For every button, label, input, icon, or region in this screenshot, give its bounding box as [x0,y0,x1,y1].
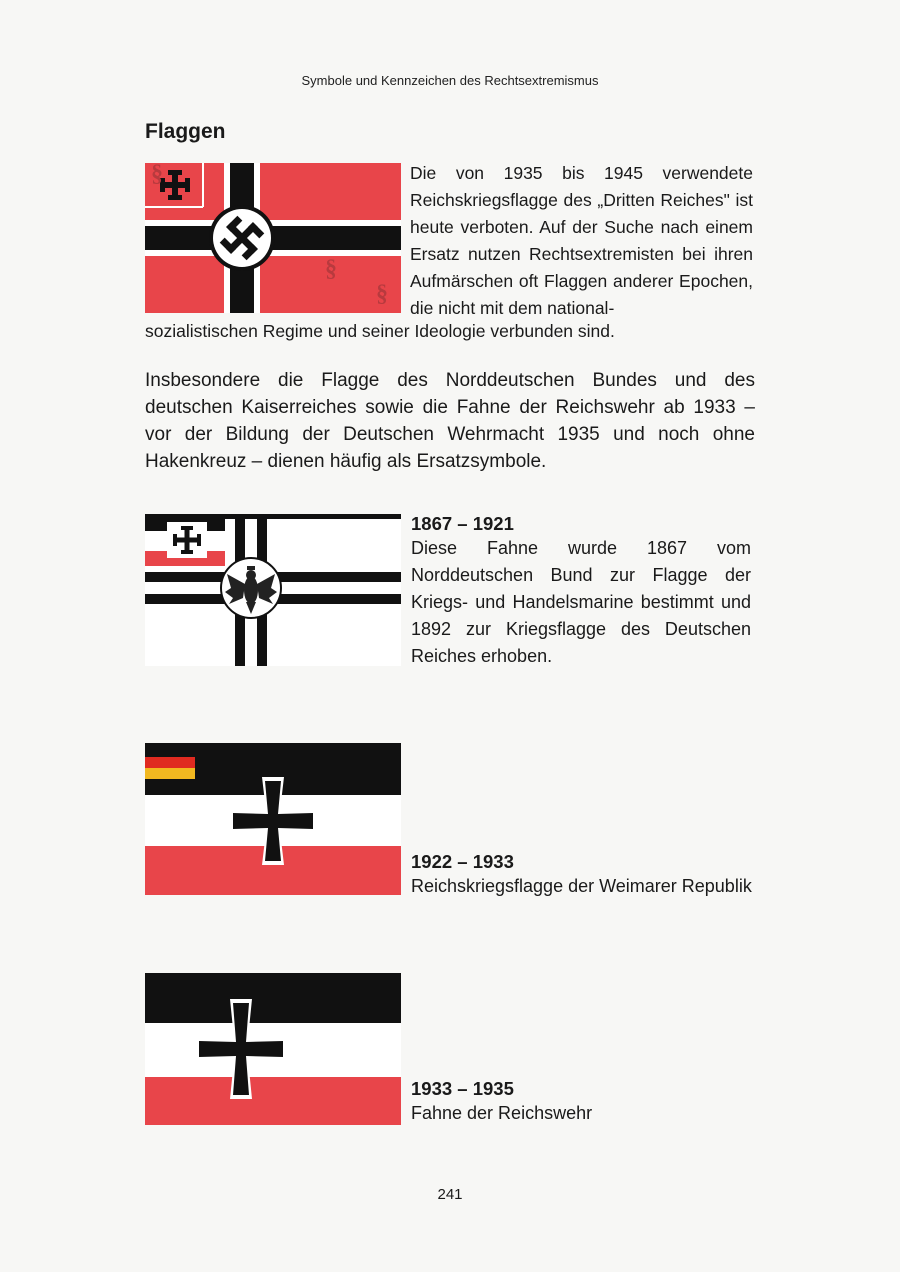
caption-years: 1933 – 1935 [411,1078,514,1099]
paragraph-mark: § [151,161,163,187]
reichskriegsflagge-weimar-image [145,743,401,895]
intro-text-continued: sozialistischen Regime und seiner Ideologie verbunden sind. [145,321,615,341]
intro-text: Die von 1935 bis 1945 verwendete Reichskriegsflagge des „Dritten Reiches" ist heute verboten. Auf der Suche nach einem Ersatz nutzen Rechtsextremisten bei ihren Aufmärschen oft Flaggen anderer Epochen, die nicht mit dem national- [410,163,753,318]
fahne-reichswehr-image [145,973,401,1125]
paragraph-mark: § [325,256,337,282]
body-paragraph: Insbesondere die Flagge des Norddeutschen Bundes und des deutschen Kaiserreiches sowie die Fahne der Reichswehr ab 1933 – vor der Bildung der Deutschen Wehrmacht 1935 und noch ohne Hakenkreuz – dienen häufig als Ersatzsymbole. [145,370,755,472]
caption-description: Reichskriegsflagge der Weimarer Republik [411,876,752,896]
kriegsflagge-1867-image [145,514,401,666]
caption-years: 1867 – 1921 [411,513,514,534]
paragraph-mark: § [376,281,388,307]
reichskriegsflagge-1935-image [145,163,401,313]
caption-description: Fahne der Reichswehr [411,1103,593,1123]
section-title: Flaggen [145,120,226,143]
flag-caption-1933 [411,1078,756,1127]
flag-caption-1867 [411,513,751,670]
running-header: Symbole und Kennzeichen des Rechtsextremismus [301,73,599,88]
caption-description: Diese Fahne wurde 1867 vom Norddeutschen Bund zur Flagge der Kriegs- und Handelsmarine bestimmt und 1892 zur Kriegsflagge des Deutschen Reiches erhoben. [411,538,751,666]
page-number: 241 [437,1186,463,1203]
caption-years: 1922 – 1933 [411,851,514,872]
flag-caption-1922 [411,851,756,900]
